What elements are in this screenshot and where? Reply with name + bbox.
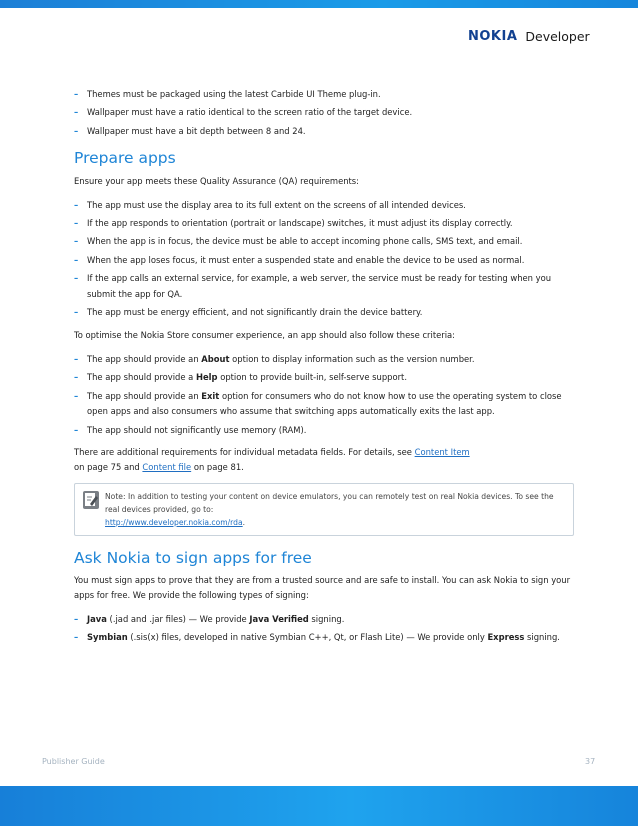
list-item: – The app should provide a Help option to provide built-in, self-serve support. — [74, 370, 574, 385]
criteria-list — [74, 352, 574, 438]
content-file-link[interactable]: Content file — [142, 462, 192, 473]
list-item: – When the app is in focus, the device must be able to accept incoming phone calls, SMS text, and email. — [74, 234, 574, 249]
list-item: – Wallpaper must have a ratio identical to the screen ratio of the target device. — [74, 105, 574, 120]
list-item: – The app should provide an Exit option for consumers who do not know how to use the operating system to close open apps and also consumers who assume that switching apps automatically exits the last app. — [74, 389, 574, 420]
list-item: – If the app responds to orientation (portrait or landscape) switches, it must adjust its display correctly. — [74, 216, 574, 231]
note-pencil-icon — [83, 491, 99, 509]
note-text: Note: In addition to testing your content on device emulators, you can remotely test on real Nokia devices. To see the real devices provided, go to: — [105, 491, 554, 514]
logo-brand: NOKIA — [468, 28, 518, 44]
section-heading-sign-apps: Ask Nokia to sign apps for free — [74, 548, 312, 567]
list-item: – The app should not significantly use memory (RAM). — [74, 423, 574, 438]
bottom-accent-bar — [0, 786, 638, 826]
page-number: 37 — [585, 757, 596, 766]
list-item: – Java (.jad and .jar files) — We provide Java Verified signing. — [74, 612, 574, 627]
rda-link[interactable]: http://www.developer.nokia.com/rda — [105, 517, 243, 527]
list-item: – The app must use the display area to its full extent on the screens of all intended devices. — [74, 198, 574, 213]
metadata-paragraph: There are additional requirements for individual metadata fields. For details, see Content Item on page 75 and Content file on page 81. — [74, 446, 470, 473]
note-link-line: http://www.developer.nokia.com/rda. — [105, 517, 246, 527]
content-item-link[interactable]: Content Item — [414, 446, 470, 457]
list-item: – If the app calls an external service, for example, a web server, the service must be ready for testing when you submit the app for QA. — [74, 271, 574, 302]
list-item: – When the app loses focus, it must enter a suspended state and enable the device to be used as normal. — [74, 253, 574, 268]
prepare-intro: Ensure your app meets these Quality Assurance (QA) requirements: — [74, 176, 359, 187]
section-heading-prepare-apps: Prepare apps — [74, 149, 176, 168]
note-box — [74, 483, 574, 536]
list-item: – Themes must be packaged using the latest Carbide UI Theme plug-in. — [74, 87, 574, 102]
footer-title: Publisher Guide — [42, 757, 105, 766]
list-item: – Symbian (.sis(x) files, developed in native Symbian C++, Qt, or Flash Lite) — We provide only Express signing. — [74, 630, 574, 645]
intro-bullet-list — [74, 87, 574, 139]
list-item: – Wallpaper must have a bit depth between 8 and 24. — [74, 124, 574, 139]
qa-requirements-list — [74, 198, 574, 321]
signing-types-list — [74, 612, 574, 646]
criteria-intro: To optimise the Nokia Store consumer experience, an app should also follow these criteria: — [74, 330, 455, 341]
page-content — [74, 87, 574, 648]
logo-product: Developer — [525, 28, 590, 44]
sign-intro: You must sign apps to prove that they are from a trusted source and are safe to install. You can ask Nokia to sign your apps for free. We provide the following types of signing: — [74, 574, 571, 601]
top-accent-bar — [0, 0, 638, 8]
nokia-developer-logo — [468, 28, 590, 44]
list-item: – The app should provide an About option to display information such as the version number. — [74, 352, 574, 367]
list-item: – The app must be energy efficient, and not significantly drain the device battery. — [74, 305, 574, 320]
